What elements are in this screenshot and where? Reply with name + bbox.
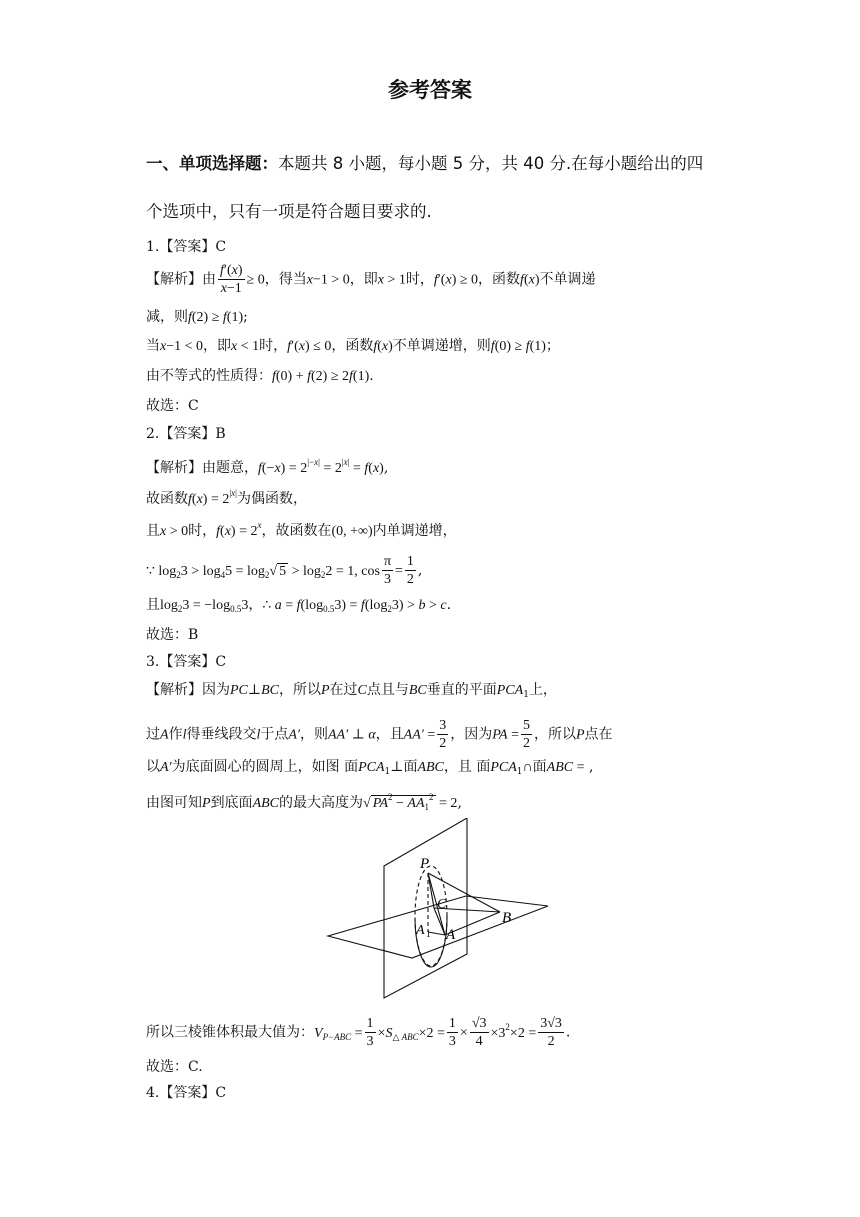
edge-a1a (428, 932, 445, 935)
label-c: C (437, 897, 447, 912)
q2-line-3: 且x > 0时，$f(x) = 2^x$，故函数在(0, +∞)内单调递增， (146, 520, 457, 539)
q1-line-2: 减，则f(2) ≥ f(1); (146, 309, 248, 325)
section-desc-1: 本题共 8 小题，每小题 5 分，共 40 分.在每小题给出的四 (278, 154, 704, 173)
section-heading (146, 150, 746, 174)
q3-line-2: 过A作l得垂线段交l于点A′，则AA′ ⊥ α，且AA′ = $\frac{3}{2}$ ，因为PA = $\frac{5}{2}$ ，所以P点在 (146, 718, 613, 751)
q1-line-4: 由不等式的性质得：f(0) + f(2) ≥ 2f(1). (146, 368, 374, 384)
q2-answer: 2.【答案】B (146, 426, 226, 442)
label-p: P (420, 856, 430, 872)
edge-ca (434, 908, 445, 935)
page-title: 参考答案 (388, 78, 472, 102)
q3-line-3: 以A′为底面圆心的圆周上，如图 面$PCA_1\perp$面ABC，且 面$PCA_1\cap$面ABC = , (146, 759, 594, 777)
q2-line-2: 故函数$f(x) = 2^{|x|}$为偶函数， (146, 488, 307, 507)
q3-line-5: 所以三棱锥体积最大值为：$V_{P-ABC}$ = $\frac{1}{3}$ $\times S_{\triangle ABC}\times 2$ = $\frac{1}{3}$ × $\frac{√3}{4}$ $\times 3^2\times 2$ = $\frac{3√3}{2}$ . (146, 1016, 571, 1049)
q3-end: 故选：C. (146, 1059, 203, 1075)
q1-line-1: 【解析】由 $\frac{f'(x)}{x-1}$ ≥ 0，得当x−1 > 0，即x > 1时，f′(x) ≥ 0，函数f(x)不单调递 (146, 263, 596, 296)
q1-end: 故选：C (146, 398, 199, 414)
q2-line-1: 【解析】由题意，$f(-x) = 2^{|-x|} = 2^{|x|} = f(x)$, (146, 457, 389, 476)
q2-line-5: 且$\log_23 = -\log_{0.5}3$，∴ $a = f(\log_{0.5}3) = f(\log_23) > b > c$. (146, 597, 452, 614)
q2-line-4: ∵ $\log_23 > \log_45 = \log_2√$ $5 > \log_22 = 1$, cos $\frac{\pi}{3}$ = $\frac{1}{2}$ , (146, 554, 423, 587)
section-label: 一、单项选择题： (146, 154, 278, 173)
pyramid-figure (320, 818, 552, 1000)
section-desc-2: 个选项中，只有一项是符合题目要求的. (146, 202, 432, 221)
label-a1-sub: 1 (426, 929, 431, 939)
q3-answer: 3.【答案】C (146, 654, 227, 670)
q2-end: 故选：B (146, 627, 199, 643)
label-a: A (446, 927, 456, 943)
label-b: B (502, 910, 512, 926)
q4-answer: 4.【答案】C (146, 1085, 227, 1101)
q3-line-1: 【解析】因为PC⊥BC，所以P在过C点且与BC垂直的平面$PCA_1$上， (146, 682, 557, 700)
q1-line-3: 当x−1 < 0，即x < 1时，f′(x) ≤ 0，函数f(x)不单调递增，则f(0) ≥ f(1)； (146, 338, 560, 354)
q3-line-4: 由图可知P到底面ABC的最大高度为√ $PA^2 - AA_1^2 = 2$, (146, 792, 462, 812)
label-a1: A (416, 923, 425, 938)
q1-answer: 1.【答案】C (146, 239, 227, 255)
